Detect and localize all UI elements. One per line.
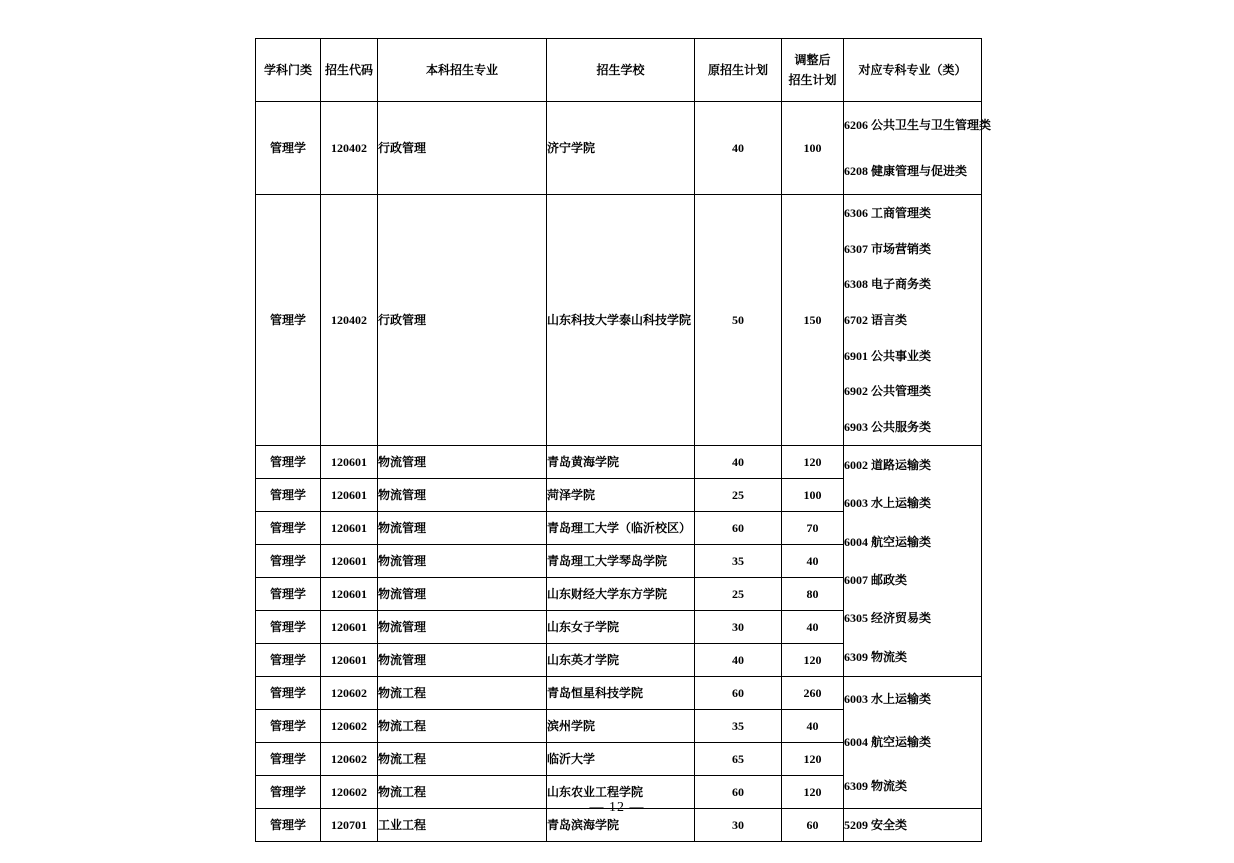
matching-major-item: 6309 物流类 — [844, 649, 908, 664]
cell-original-plan: 60 — [695, 776, 782, 809]
cell-code: 120402 — [321, 195, 378, 446]
cell-school: 青岛理工大学琴岛学院 — [547, 545, 695, 578]
cell-discipline: 管理学 — [256, 195, 321, 446]
cell-major: 物流工程 — [378, 710, 547, 743]
cell-code: 120601 — [321, 578, 378, 611]
header-matching-majors: 对应专科专业（类） — [844, 39, 982, 102]
cell-code: 120701 — [321, 809, 378, 842]
cell-discipline: 管理学 — [256, 677, 321, 710]
matching-major-item: 6306 工商管理类 — [844, 205, 932, 220]
cell-matching-majors — [844, 677, 982, 809]
enrollment-table — [255, 38, 992, 842]
matching-major-item: 6004 航空运输类 — [844, 534, 932, 549]
cell-adjusted-plan: 40 — [782, 545, 844, 578]
header-adjusted-plan-line1: 调整后 — [794, 52, 831, 67]
cell-discipline: 管理学 — [256, 578, 321, 611]
cell-original-plan: 40 — [695, 102, 782, 195]
cell-major: 物流管理 — [378, 545, 547, 578]
header-discipline: 学科门类 — [256, 39, 321, 102]
matching-major-item: 6206 公共卫生与卫生管理类 — [844, 118, 992, 132]
matching-major-item: 6309 物流类 — [844, 779, 908, 794]
cell-school: 山东女子学院 — [547, 611, 695, 644]
cell-school: 滨州学院 — [547, 710, 695, 743]
cell-major: 工业工程 — [378, 809, 547, 842]
cell-adjusted-plan: 70 — [782, 512, 844, 545]
cell-original-plan: 25 — [695, 578, 782, 611]
matching-major-item: 6003 水上运输类 — [844, 691, 932, 706]
cell-school: 临沂大学 — [547, 743, 695, 776]
cell-school: 菏泽学院 — [547, 479, 695, 512]
cell-adjusted-plan: 60 — [782, 809, 844, 842]
cell-original-plan: 25 — [695, 479, 782, 512]
cell-discipline: 管理学 — [256, 776, 321, 809]
cell-school: 山东农业工程学院 — [547, 776, 695, 809]
cell-code: 120601 — [321, 479, 378, 512]
cell-matching-majors — [844, 102, 992, 195]
cell-matching-majors — [844, 195, 982, 446]
cell-discipline: 管理学 — [256, 611, 321, 644]
cell-major: 行政管理 — [378, 102, 547, 195]
header-school: 招生学校 — [547, 39, 695, 102]
cell-school: 济宁学院 — [547, 102, 695, 195]
cell-major: 物流工程 — [378, 743, 547, 776]
cell-adjusted-plan: 120 — [782, 446, 844, 479]
matching-major-item: 6003 水上运输类 — [844, 496, 932, 511]
cell-adjusted-plan: 120 — [782, 644, 844, 677]
cell-original-plan: 40 — [695, 644, 782, 677]
header-adjusted-plan — [782, 39, 844, 102]
table-header-row — [256, 39, 982, 102]
table-row — [256, 195, 982, 446]
cell-original-plan: 60 — [695, 677, 782, 710]
matching-major-item: 6208 健康管理与促进类 — [844, 164, 968, 178]
cell-discipline: 管理学 — [256, 743, 321, 776]
enrollment-table-container — [255, 38, 992, 842]
cell-major: 物流管理 — [378, 512, 547, 545]
header-major: 本科招生专业 — [378, 39, 547, 102]
matching-major-item: 6004 航空运输类 — [844, 735, 932, 750]
cell-school: 青岛黄海学院 — [547, 446, 695, 479]
cell-code: 120602 — [321, 710, 378, 743]
cell-discipline: 管理学 — [256, 710, 321, 743]
cell-code: 120601 — [321, 545, 378, 578]
matching-major-item: 6002 道路运输类 — [844, 458, 932, 473]
page-number: — 12 — — [589, 800, 645, 815]
cell-school: 青岛理工大学（临沂校区） — [547, 512, 695, 545]
cell-discipline: 管理学 — [256, 102, 321, 195]
table-body — [256, 102, 992, 842]
cell-code: 120601 — [321, 512, 378, 545]
header-adjusted-plan-line2: 招生计划 — [788, 73, 837, 87]
cell-school: 山东财经大学东方学院 — [547, 578, 695, 611]
cell-adjusted-plan: 40 — [782, 611, 844, 644]
cell-discipline: 管理学 — [256, 545, 321, 578]
cell-original-plan: 35 — [695, 710, 782, 743]
cell-adjusted-plan: 120 — [782, 743, 844, 776]
cell-original-plan: 30 — [695, 809, 782, 842]
cell-code: 120602 — [321, 776, 378, 809]
matching-major-item: 6305 经济贸易类 — [844, 611, 932, 626]
cell-original-plan: 35 — [695, 545, 782, 578]
cell-original-plan: 40 — [695, 446, 782, 479]
page-footer — [0, 800, 1234, 816]
cell-code: 120602 — [321, 743, 378, 776]
header-original-plan: 原招生计划 — [695, 39, 782, 102]
matching-major-item: 6702 语言类 — [844, 312, 908, 327]
cell-code: 120402 — [321, 102, 378, 195]
cell-adjusted-plan: 100 — [782, 102, 844, 195]
cell-major: 物流工程 — [378, 677, 547, 710]
cell-original-plan: 65 — [695, 743, 782, 776]
cell-adjusted-plan: 80 — [782, 578, 844, 611]
cell-school: 山东科技大学泰山科技学院 — [547, 195, 695, 446]
cell-discipline: 管理学 — [256, 644, 321, 677]
cell-major: 物流工程 — [378, 776, 547, 809]
cell-school: 青岛滨海学院 — [547, 809, 695, 842]
cell-adjusted-plan: 150 — [782, 195, 844, 446]
cell-major: 行政管理 — [378, 195, 547, 446]
cell-original-plan: 50 — [695, 195, 782, 446]
cell-adjusted-plan: 100 — [782, 479, 844, 512]
cell-adjusted-plan: 40 — [782, 710, 844, 743]
cell-major: 物流管理 — [378, 446, 547, 479]
cell-discipline: 管理学 — [256, 512, 321, 545]
cell-major: 物流管理 — [378, 611, 547, 644]
cell-major: 物流管理 — [378, 644, 547, 677]
cell-discipline: 管理学 — [256, 809, 321, 842]
table-header — [256, 39, 982, 102]
matching-major-item: 6308 电子商务类 — [844, 277, 932, 292]
header-code: 招生代码 — [321, 39, 378, 102]
cell-adjusted-plan: 120 — [782, 776, 844, 809]
cell-code: 120601 — [321, 644, 378, 677]
matching-major-item: 6903 公共服务类 — [844, 420, 932, 435]
table-row — [256, 102, 982, 195]
cell-code: 120602 — [321, 677, 378, 710]
matching-major-item: 6902 公共管理类 — [844, 384, 932, 399]
cell-code: 120601 — [321, 611, 378, 644]
cell-discipline: 管理学 — [256, 446, 321, 479]
cell-school: 山东英才学院 — [547, 644, 695, 677]
matching-major-item: 5209 安全类 — [844, 818, 908, 832]
table-row — [256, 446, 982, 479]
matching-major-item: 6307 市场营销类 — [844, 241, 932, 256]
matching-major-item: 6901 公共事业类 — [844, 348, 932, 363]
cell-original-plan: 30 — [695, 611, 782, 644]
cell-major: 物流管理 — [378, 479, 547, 512]
cell-code: 120601 — [321, 446, 378, 479]
cell-adjusted-plan: 260 — [782, 677, 844, 710]
cell-matching-majors — [844, 446, 982, 677]
cell-school: 青岛恒星科技学院 — [547, 677, 695, 710]
cell-original-plan: 60 — [695, 512, 782, 545]
cell-major: 物流管理 — [378, 578, 547, 611]
matching-major-item: 6007 邮政类 — [844, 573, 908, 588]
cell-discipline: 管理学 — [256, 479, 321, 512]
table-row — [256, 677, 982, 710]
